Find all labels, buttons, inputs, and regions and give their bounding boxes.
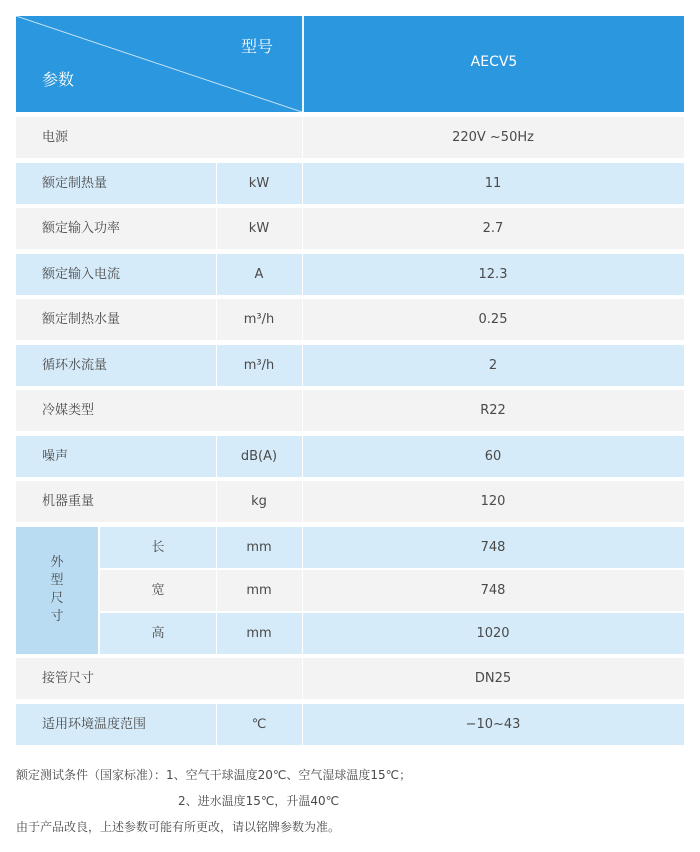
table-row: [16, 163, 684, 204]
row-value: 748: [480, 582, 506, 598]
row-unit: mm: [246, 539, 272, 555]
table-row: [16, 658, 684, 699]
row-unit: dB(A): [240, 448, 278, 464]
table-row: [16, 117, 684, 158]
row-unit: kg: [251, 494, 267, 509]
dimensions-label: 外型尺寸: [50, 555, 64, 624]
test-conditions-note-2: 2、进水温度15℃，升温40℃: [178, 794, 340, 808]
row-value: R22: [480, 403, 506, 418]
table-header: [16, 16, 684, 112]
row-unit: ℃: [251, 716, 267, 732]
parameter-label: 参数: [42, 70, 75, 89]
table-row: [16, 208, 684, 249]
row-value: 748: [480, 539, 506, 555]
row-label: 额定输入电流: [42, 266, 121, 282]
test-conditions-note: 额定测试条件（国家标准）：1、空气干球温度20℃、空气湿球温度15℃；: [16, 768, 412, 782]
row-unit: m³/h: [243, 312, 275, 327]
row-value: 120: [480, 494, 506, 509]
model-value: AECV5: [470, 54, 518, 70]
table-row: [16, 704, 684, 745]
row-value: 220V ~50Hz: [452, 130, 534, 145]
row-label: 额定制热水量: [42, 312, 121, 327]
row-label: 额定输入功率: [42, 221, 121, 236]
row-value: 60: [484, 448, 502, 464]
row-label: 电源: [42, 130, 69, 145]
row-value: 11: [484, 175, 502, 191]
table-row: [16, 299, 684, 340]
table-row: [16, 345, 684, 386]
row-value: 1020: [476, 625, 510, 641]
dimensions-label-cell: [16, 527, 98, 654]
table-row: [100, 527, 684, 568]
row-label: 循环水流量: [42, 357, 108, 373]
dimension-sub-label: 长: [151, 539, 165, 555]
table-row: [16, 390, 684, 431]
row-value: 2: [488, 357, 498, 373]
table-row: [100, 613, 684, 654]
row-label: 接管尺寸: [42, 671, 95, 686]
row-value: 2.7: [482, 221, 504, 236]
table-row: [16, 481, 684, 522]
row-value: −10~43: [465, 716, 521, 732]
spec-table: [16, 117, 684, 749]
row-value: 0.25: [478, 312, 508, 327]
table-row: [100, 570, 684, 611]
row-unit: mm: [246, 625, 272, 641]
dimension-sub-label: 高: [151, 625, 165, 641]
row-unit: kW: [248, 175, 270, 191]
row-label: 额定制热量: [42, 175, 108, 191]
row-value: 12.3: [478, 266, 508, 282]
row-label: 机器重量: [42, 494, 95, 509]
row-label: 适用环境温度范围: [42, 716, 147, 732]
row-label: 噪声: [42, 448, 69, 464]
dimensions-group: [16, 527, 684, 654]
disclaimer-note: 由于产品改良，上述参数可能有所更改，请以铭牌参数为准。: [16, 820, 341, 834]
header-diagonal-line: [16, 16, 302, 112]
dimension-sub-label: 宽: [151, 582, 165, 598]
row-unit: A: [254, 266, 264, 282]
row-value: DN25: [474, 671, 512, 686]
row-unit: mm: [246, 582, 272, 598]
model-label: 型号: [241, 37, 274, 56]
row-unit: kW: [248, 221, 270, 236]
row-label: 冷媒类型: [42, 403, 95, 418]
row-unit: m³/h: [243, 357, 275, 373]
table-row: [16, 436, 684, 477]
table-row: [16, 254, 684, 295]
